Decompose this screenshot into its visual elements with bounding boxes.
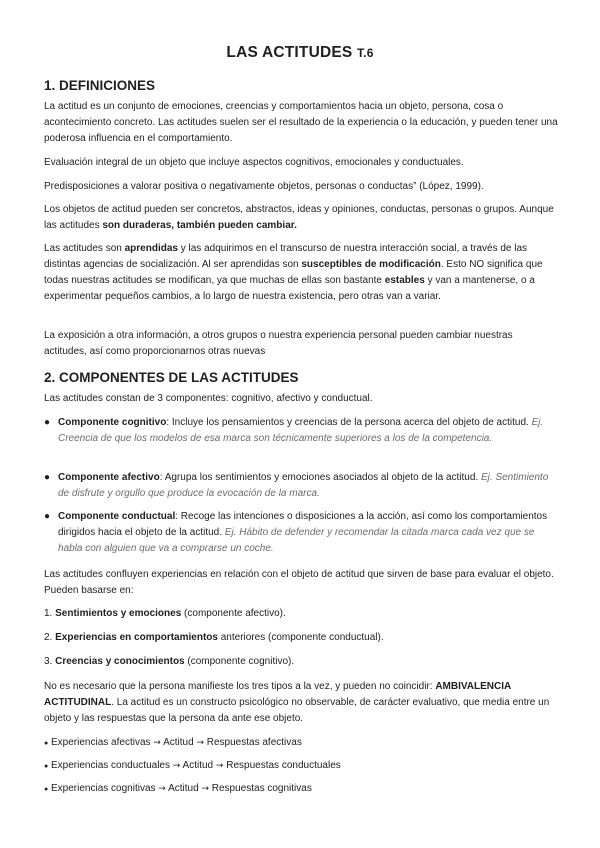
bold-text: AMBIVALENCIA ACTITUDINAL [44,681,511,708]
flow-step: Respuestas afectivas [206,737,302,748]
bold-text: aprendidas [124,243,178,254]
flow-item-cognitivas [44,781,558,798]
section-heading-componentes: 2. COMPONENTES DE LAS ACTITUDES [44,370,299,385]
list-item-componente-conductual [44,509,558,557]
bold-text: son duraderas, también pueden cambiar. [102,220,297,231]
flow-step: Actitud [163,737,194,748]
flow-step: Experiencias cognitivas [51,783,156,794]
flow-step: Respuestas conductuales [226,760,341,771]
numbered-item-1 [44,606,558,622]
text: (componente cognitivo). [184,656,295,667]
numbered-item-3 [44,654,558,670]
arrow-right-icon: → [153,738,161,748]
paragraph-ambivalencia [44,679,558,727]
page-title [0,44,600,62]
flow-step: Actitud [182,760,214,771]
flow-step: Respuestas cognitivas [211,783,312,794]
paragraph-evaluacion: Evaluación integral de un objeto que incluye aspectos cognitivos, emocionales y conductuales. [44,157,464,168]
example-text: Ej. Creencia de que los modelos de esa marca son técnicamente superiores a los de la competencia. [58,417,544,444]
text: . La actitud es un constructo psicológico no observable, de carácter evaluativo, que media entre un objeto y las respuestas que la persona da ante ese objeto. [44,697,550,724]
item-number: 1. [44,608,56,619]
example-text: Ej. Sentimiento de disfrute y orgullo que produce la evocación de la marca. [58,472,549,499]
bold-text: Componente conductual [58,511,176,522]
text: y las adquirimos en el transcurso de nuestra interacción social, a través de las distintas agencias de socialización. Al ser aprendidas son [44,243,528,270]
flow-step: Experiencias conductuales [51,760,170,771]
title-main: LAS ACTITUDES [226,44,353,61]
bold-text: Experiencias en comportamientos [55,632,218,643]
arrow-right-icon: → [172,761,181,771]
numbered-item-2 [44,630,558,646]
text: No es necesario que la persona manifieste los tres tipos a la vez, y pueden no coincidir: [44,681,436,692]
text: y van a mantenerse, o a experimentar pequeños cambios, a lo largo de nuestra existencia, pero otras van a variar. [44,275,535,302]
paragraph-aprendidas [44,241,558,305]
text: . Esto NO significa que todas nuestras actitudes se modifican, ya que muchas de ellas son bastante [44,259,543,286]
arrow-right-icon: → [158,784,166,794]
bold-text: Componente cognitivo [58,417,167,428]
text: : Agrupa los sentimientos y emociones asociados al objeto de la actitud. [159,472,481,483]
item-number: 2. [44,632,56,643]
paragraph-exposicion: La exposición a otra información, a otros grupos o nuestra experiencia personal pueden cambiar nuestras actitudes, así como proporcionarnos otras nuevas [44,330,513,357]
bold-text: estables [384,275,425,286]
arrow-right-icon: → [196,738,204,748]
title-sub: T.6 [356,46,374,60]
bold-text: Creencias y conocimientos [55,656,185,667]
bullet-icon: ● [44,740,49,747]
text: : Incluye los pensamientos y creencias de la persona acerca del objeto de actitud. [166,417,532,428]
section-heading-definiciones: 1. DEFINICIONES [44,78,156,93]
bold-text: Componente afectivo [58,472,160,483]
list-item-componente-cognitivo [44,415,558,447]
flow-item-conductuales [44,758,558,775]
example-text: Ej. Hábito de defender y recomendar la citada marca cada vez que se habla con alguien que va a comprarse un coche. [58,527,535,554]
arrow-right-icon: → [201,784,209,794]
text: anteriores (componente conductual). [217,632,384,643]
bullet-icon: ● [44,472,51,483]
paragraph-objetos-actitud [44,202,558,234]
bullet-icon: ● [44,763,49,770]
paragraph-confluyen: Las actitudes confluyen experiencias en relación con el objeto de actitud que sirven de base para evaluar el objeto. Pueden basarse en: [44,569,554,596]
bold-text: Sentimientos y emociones [55,608,182,619]
arrow-right-icon: → [215,761,224,771]
flow-step: Experiencias afectivas [51,737,151,748]
bullet-icon: ● [44,786,49,793]
bullet-icon: ● [44,417,51,428]
text: Las actitudes son [44,243,125,254]
bullet-icon: ● [44,511,51,522]
text: : Recoge las intenciones o disposiciones a la acción, así como los comportamientos dirigidos hacia el objeto de la actitud. [58,511,548,538]
paragraph-predisposiciones: Predisposiciones a valorar positiva o negativamente objetos, personas o conductas” (López, 1999). [44,181,484,192]
paragraph-definicion: La actitud es un conjunto de emociones, creencias y comportamientos hacia un objeto, persona, cosa o acontecimiento concreto. Las actitudes suelen ser el resultado de la experiencia o la educación, y pueden tener una poderosa influencia en el comportamiento. [44,101,558,144]
flow-step: Actitud [168,783,199,794]
paragraph-componentes-intro: Las actitudes constan de 3 componentes: cognitivo, afectivo y conductual. [44,393,373,404]
list-item-componente-afectivo [44,470,558,502]
text: (componente afectivo). [181,608,286,619]
text: Los objetos de actitud pueden ser concretos, abstractos, ideas y opiniones, conductas, personas o grupos. Aunque las actitudes [44,204,554,231]
item-number: 3. [44,656,56,667]
flow-item-afectivas [44,735,558,752]
bold-text: susceptibles de modificación [301,259,441,270]
